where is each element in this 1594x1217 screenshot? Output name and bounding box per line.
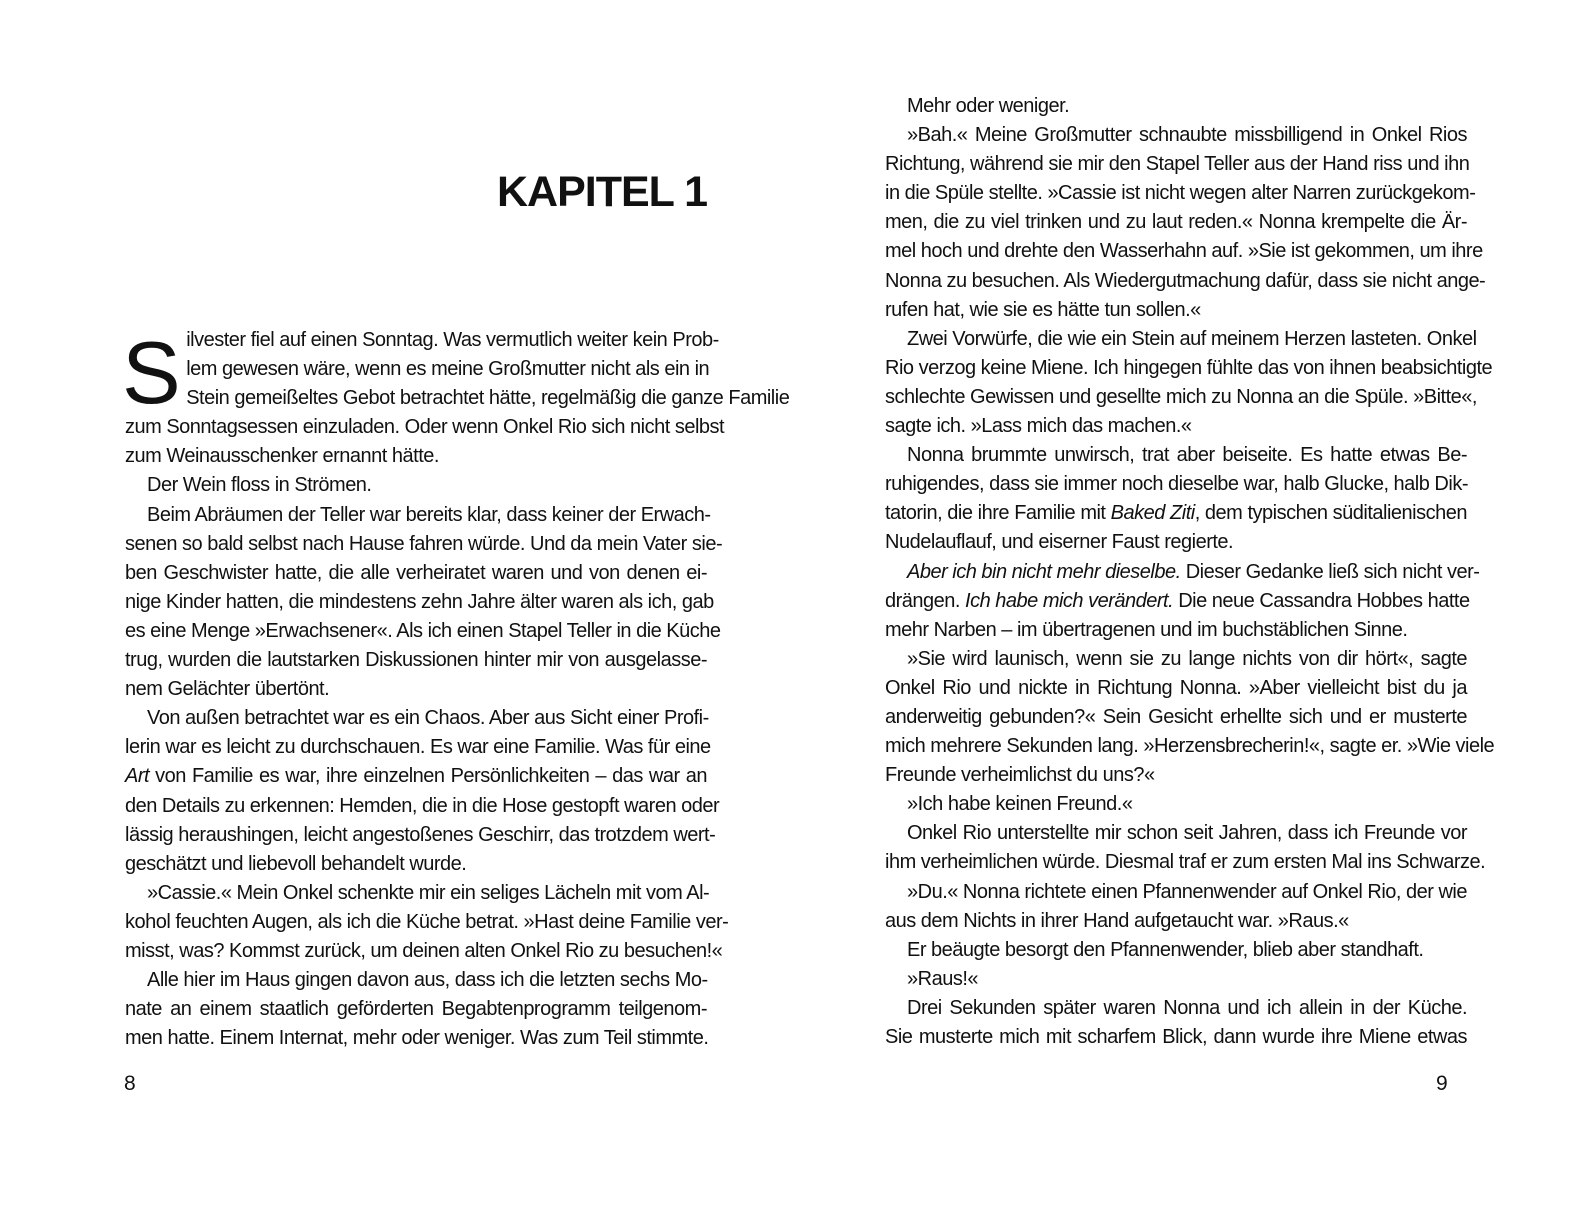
- text-line: men hatte. Einem Internat, mehr oder weniger. Was zum Teil stimmte.: [125, 1027, 709, 1050]
- text-line: nate an einem staatlich geförderten Begabtenprogramm teilgenom-: [125, 998, 707, 1021]
- text-line: Art von Familie es war, ihre einzelnen Persönlichkeiten – das war an: [125, 765, 707, 788]
- text-line: Drei Sekunden später waren Nonna und ich allein in der Küche.: [907, 996, 1467, 1019]
- text-line: zum Sonntagsessen einzuladen. Oder wenn Onkel Rio sich nicht selbst: [125, 416, 725, 439]
- text-line: Onkel Rio und nickte in Richtung Nonna. »Aber vielleicht bist du ja: [885, 676, 1467, 699]
- text-line: rufen hat, wie sie es hätte tun sollen.«: [885, 298, 1201, 321]
- text-line: schlechte Gewissen und gesellte mich zu Nonna an die Spüle. »Bitte«,: [885, 385, 1477, 408]
- text-line: mel hoch und drehte den Wasserhahn auf. »Sie ist gekommen, um ihre: [885, 240, 1483, 263]
- text-line: Von außen betrachtet war es ein Chaos. Aber aus Sicht einer Profi-: [147, 707, 709, 730]
- italic-dish-name: Baked Ziti: [1110, 502, 1195, 525]
- text-line: men, die zu viel trinken und zu laut reden.« Nonna krempelte die Är-: [885, 211, 1467, 234]
- left-page-text: [122, 323, 790, 1053]
- italic-word: Art: [125, 765, 150, 788]
- text-line: mich mehrere Sekunden lang. »Herzensbrecherin!«, sagte er. »Wie viele: [885, 735, 1495, 758]
- text-line: ilvester fiel auf einen Sonntag. Was vermutlich weiter kein Prob-: [186, 329, 719, 351]
- text-line: Stein gemeißeltes Gebot betrachtet hätte, regelmäßig die ganze Familie: [186, 387, 790, 410]
- text-line: ben Geschwister hatte, die alle verheiratet waren und von denen ei-: [125, 561, 707, 584]
- text-line: senen so bald selbst nach Hause fahren würde. Und da mein Vater sie-: [125, 532, 723, 555]
- text-line: geschätzt und liebevoll behandelt wurde.: [125, 852, 467, 875]
- chapter-title: KAPITEL 1: [496, 168, 707, 216]
- page-number-right: 9: [1436, 1072, 1448, 1095]
- text-line: Rio verzog keine Miene. Ich hingegen fühlte das von ihnen beabsichtigte: [885, 356, 1493, 379]
- text-line: Aber ich bin nicht mehr dieselbe. Dieser Gedanke ließ sich nicht ver-: [907, 560, 1480, 583]
- text-line: tatorin, die ihre Familie mit Baked Ziti, dem typischen süditalienischen: [885, 502, 1467, 525]
- text-line: Freunde verheimlichst du uns?«: [885, 764, 1155, 787]
- text-line: es eine Menge »Erwachsener«. Als ich einen Stapel Teller in die Küche: [125, 619, 721, 642]
- text-line: Nudelauflauf, und eiserner Faust regierte.: [885, 531, 1234, 554]
- text-line: nige Kinder hatten, die mindestens zehn Jahre älter waren als ich, gab: [125, 590, 714, 613]
- text-line: »Bah.« Meine Großmutter schnaubte missbilligend in Onkel Rios: [907, 124, 1467, 147]
- text-line: den Details zu erkennen: Hemden, die in die Hose gestopft waren oder: [125, 794, 720, 817]
- text-line: sagte ich. »Lass mich das machen.«: [885, 415, 1192, 438]
- text-line: in die Spüle stellte. »Cassie ist nicht wegen alter Narren zurückgekom-: [885, 182, 1476, 205]
- text-line: Nonna zu besuchen. Als Wiedergutmachung dafür, dass sie nicht ange-: [885, 269, 1486, 292]
- text-line: zum Weinausschenker ernannt hätte.: [125, 445, 439, 468]
- text-line: »Cassie.« Mein Onkel schenkte mir ein seliges Lächeln mit vom Al-: [147, 881, 710, 904]
- text-line: misst, was? Kommst zurück, um deinen alten Onkel Rio zu besuchen!«: [125, 939, 723, 962]
- text-line: Richtung, während sie mir den Stapel Teller aus der Hand riss und ihn: [885, 153, 1470, 176]
- text-line: Nonna brummte unwirsch, trat aber beiseite. Es hatte etwas Be-: [907, 444, 1467, 467]
- drop-cap: S: [122, 323, 181, 422]
- text-line: Der Wein floss in Strömen.: [147, 474, 372, 497]
- italic-thought: Aber ich bin nicht mehr dieselbe.: [907, 560, 1181, 583]
- text-line: Onkel Rio unterstellte mir schon seit Jahren, dass ich Freunde vor: [907, 822, 1467, 845]
- text-line: Zwei Vorwürfe, die wie ein Stein auf meinem Herzen lasteten. Onkel: [907, 327, 1477, 350]
- text-line: Alle hier im Haus gingen davon aus, dass ich die letzten sechs Mo-: [147, 969, 708, 992]
- text-line: Mehr oder weniger.: [907, 95, 1070, 117]
- italic-changed: Ich habe mich verändert.: [965, 589, 1174, 612]
- text-line: Er beäugte besorgt den Pfannenwender, blieb aber standhaft.: [907, 938, 1424, 961]
- text-line: drängen. Ich habe mich verändert. Die neue Cassandra Hobbes hatte: [885, 589, 1470, 612]
- text-line: nem Gelächter übertönt.: [125, 678, 330, 701]
- right-page-text: [885, 92, 1495, 1052]
- text-line: Beim Abräumen der Teller war bereits klar, dass keiner der Erwach-: [147, 503, 711, 526]
- text-line: »Sie wird launisch, wenn sie zu lange nichts von dir hört«, sagte: [907, 647, 1467, 670]
- page-number-left: 8: [124, 1072, 136, 1095]
- text-line: »Raus!«: [907, 967, 978, 990]
- text-line: »Du.« Nonna richtete einen Pfannenwender auf Onkel Rio, der wie: [907, 880, 1467, 903]
- text-line: ruhigendes, dass sie immer noch dieselbe war, halb Glucke, halb Dik-: [885, 473, 1468, 496]
- text-line: lem gewesen wäre, wenn es meine Großmutter nicht als ein in: [186, 358, 710, 381]
- text-line: mehr Narben – im übertragenen und im buchstäblichen Sinne.: [885, 618, 1408, 641]
- text-line: aus dem Nichts in ihrer Hand aufgetaucht war. »Raus.«: [885, 909, 1349, 932]
- text-line: Sie musterte mich mit scharfem Blick, dann wurde ihre Miene etwas: [885, 1026, 1467, 1048]
- text-line: anderweitig gebunden?« Sein Gesicht erhellte sich und er musterte: [885, 705, 1467, 728]
- text-line: lässig heraushingen, leicht angestoßenes Geschirr, das trotzdem wert-: [125, 823, 716, 846]
- text-line: lerin war es leicht zu durchschauen. Es war eine Familie. Was für eine: [125, 736, 711, 759]
- text-line: kohol feuchten Augen, als ich die Küche betrat. »Hast deine Familie ver-: [125, 910, 729, 933]
- text-line: ihm verheimlichen würde. Diesmal traf er zum ersten Mal ins Schwarze.: [885, 851, 1486, 874]
- text-line: »Ich habe keinen Freund.«: [907, 793, 1133, 816]
- text-line: trug, wurden die lautstarken Diskussionen hinter mir von ausgelasse-: [125, 649, 707, 672]
